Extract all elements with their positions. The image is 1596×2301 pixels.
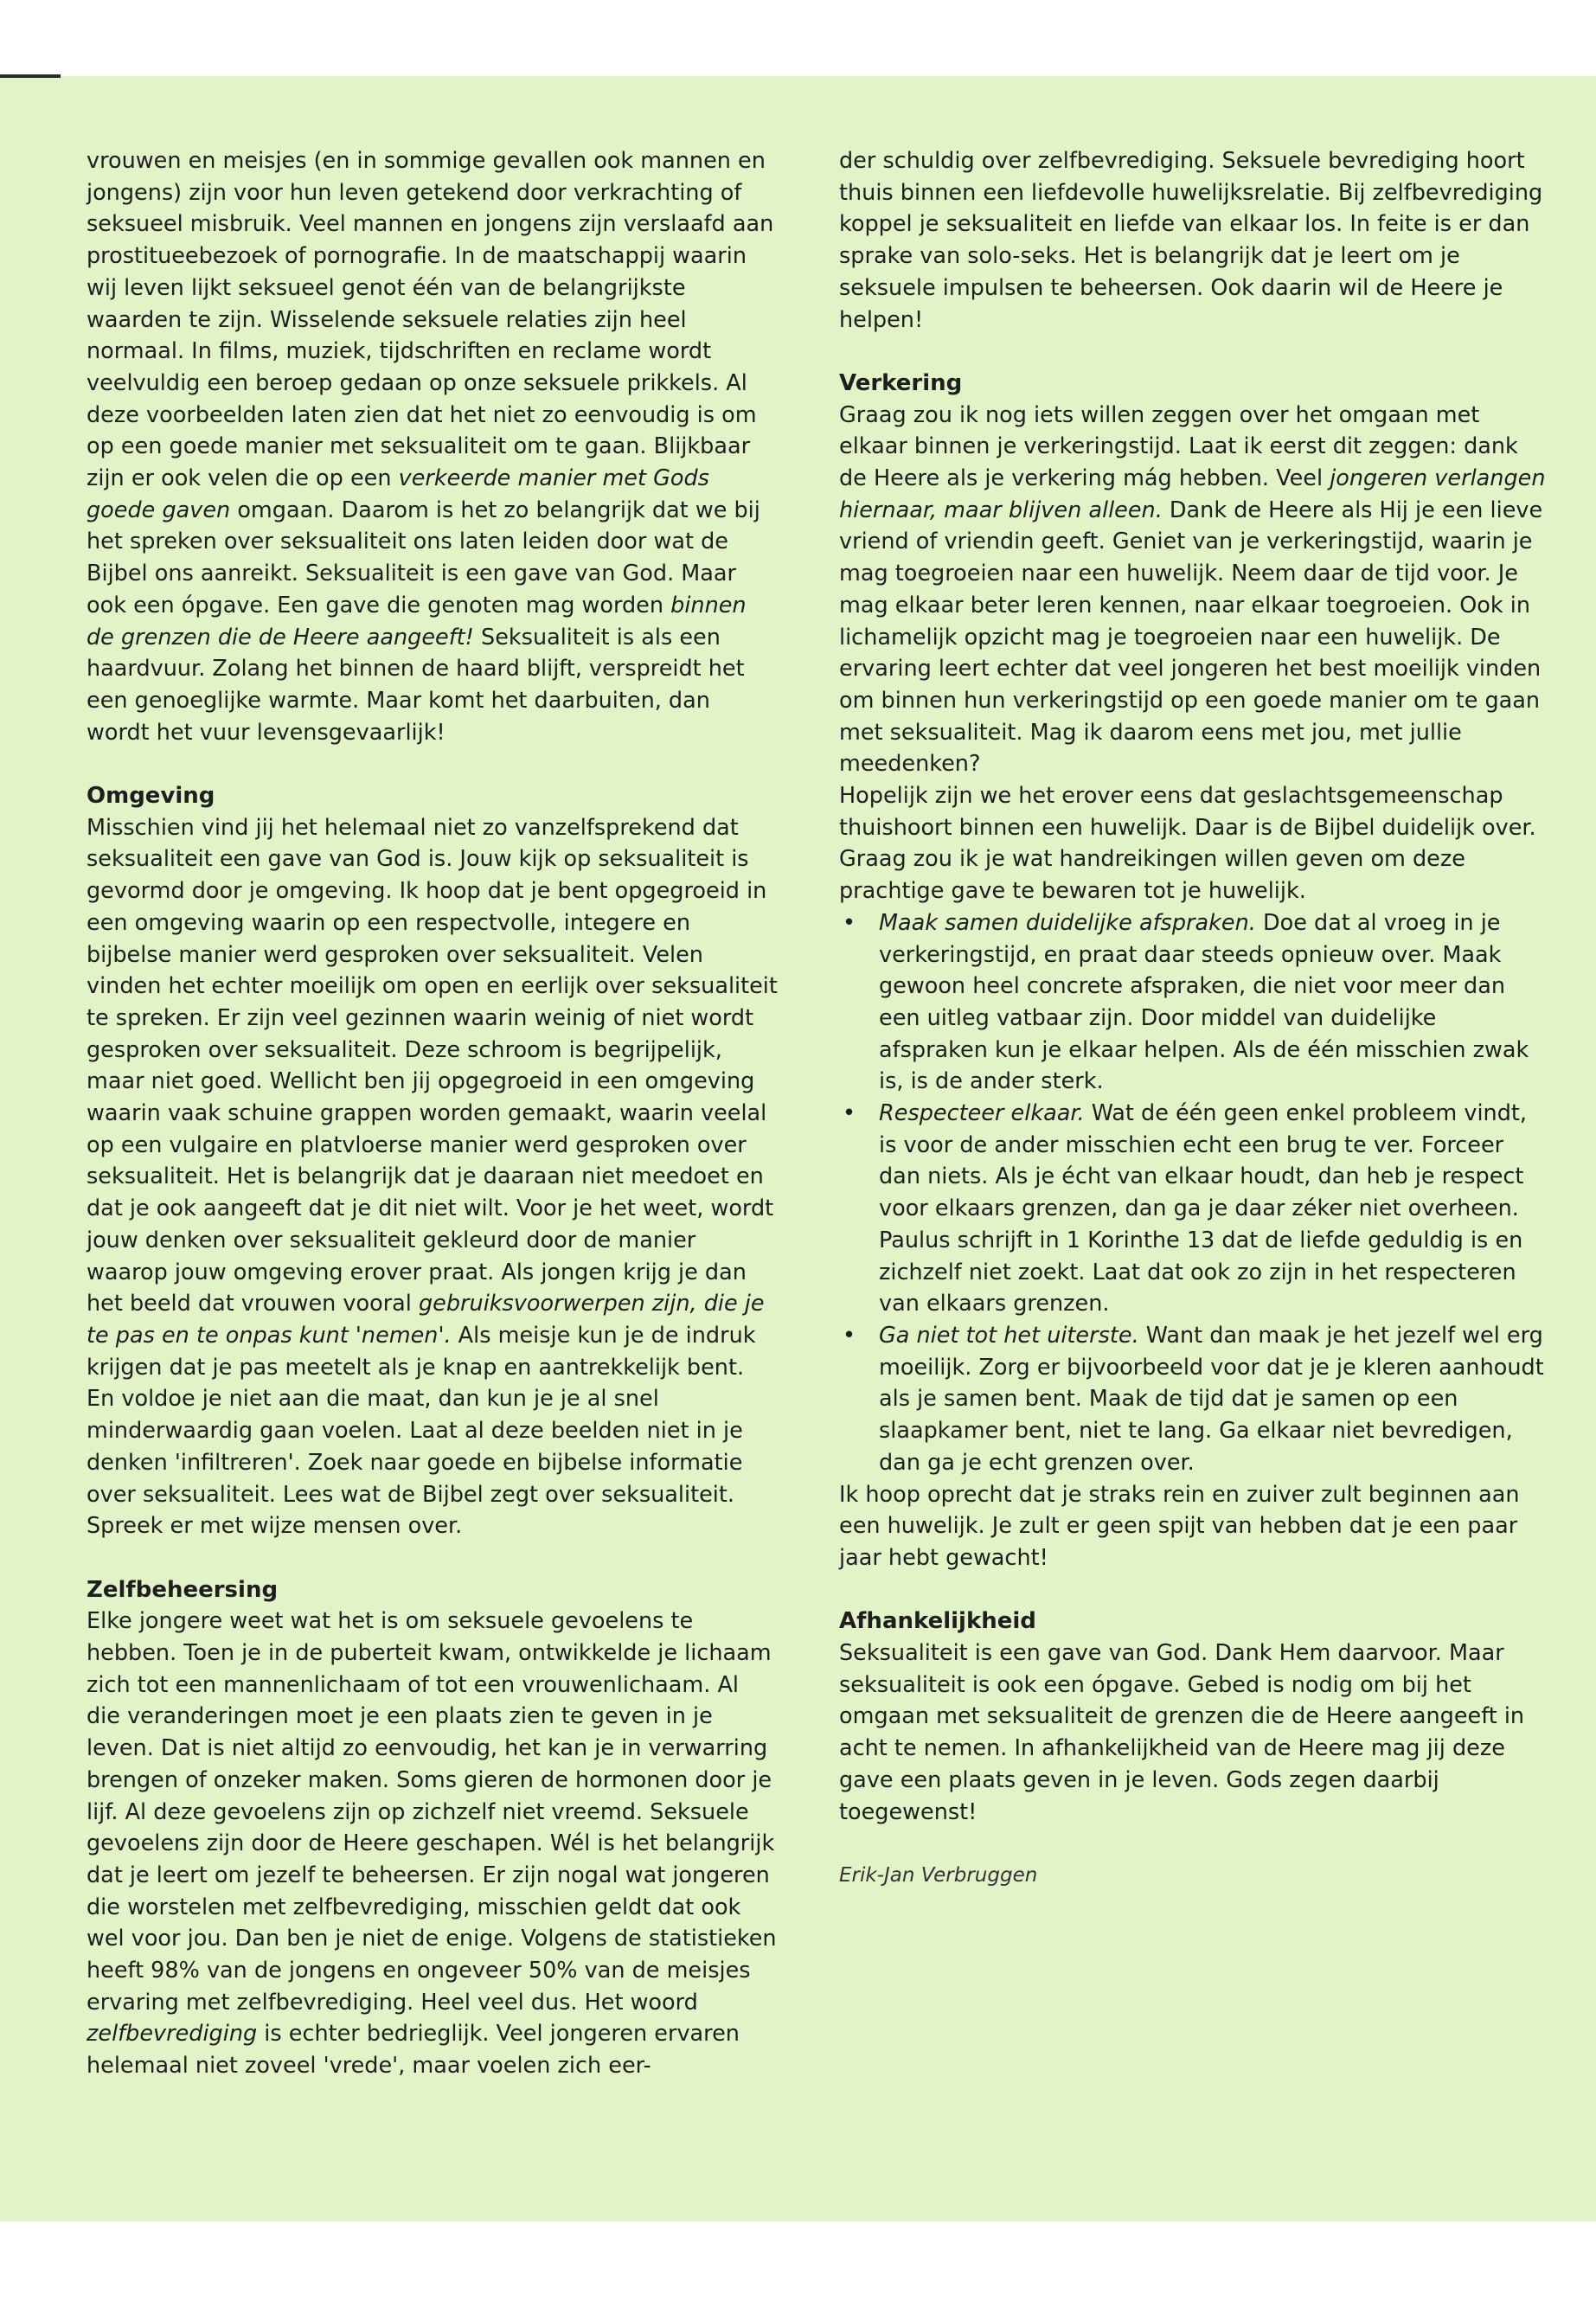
heading-afhankelijkheid: Afhankelijkheid xyxy=(839,1608,1036,1635)
verkering-closing: Ik hoop oprecht dat je straks rein en zuiver zult beginnen aan een huwelijk. Je zult er geen spijt van hebben dat je een paar jaar hebt gewacht! xyxy=(839,1481,1520,1571)
advice-list xyxy=(839,907,1548,1479)
verkering-paragraph: Graag zou ik nog iets willen zeggen over het omgaan met elkaar binnen je verkeringstijd. Laat ik eerst dit zeggen: dank de Heere als je verkering mág hebben. Veel jongeren verlangen hiernaar, maar blijven alleen. Dank de Heere als Hij je een lieve vriend of vriendin geeft. Geniet van je verkeringstijd, waarin je mag toegroeien naar een huwelijk. Neem daar de tijd voor. Je mag elkaar beter leren kennen, naar elkaar toegroeien. Ook in lichamelijk opzicht mag je toegroeien naar een huwelijk. De ervaring leert echter dat veel jongeren het best moeilijk vinden om binnen hun verkeringstijd op een goede manier om te gaan met seksualiteit. Mag ik daarom eens met jou, met jullie meedenken? xyxy=(839,401,1546,778)
heading-omgeving: Omgeving xyxy=(87,783,215,810)
right-column xyxy=(839,145,1548,1892)
continuation-paragraph: der schuldig over zelfbevrediging. Seksuele bevrediging hoort thuis binnen een liefdevolle huwelijksrelatie. Bij zelfbevrediging koppel je seksualiteit en liefde van elkaar los. In feite is er dan sprake van solo-seks. Het is belangrijk dat je leert om je seksuele impulsen te beheersen. Ook daarin wil de Heere je helpen! xyxy=(839,148,1543,333)
author-signature: Erik-Jan Verbruggen xyxy=(839,1863,1038,1887)
left-column xyxy=(87,145,779,2082)
intro-paragraph: vrouwen en meisjes (en in sommige gevallen ook mannen en jongens) zijn voor hun leven getekend door verkrachting of seksueel misbruik. Veel mannen en jongens zijn verslaafd aan prostitueebezoek of pornografie. In de maatschappij waarin wij leven lijkt seksueel genot één van de belangrijkste waarden te zijn. Wisselende seksuele relaties zijn heel normaal. In films, muziek, tijdschriften en reclame wordt veelvuldig een beroep gedaan op onze seksuele prikkels. Al deze voorbeelden laten zien dat het niet zo eenvoudig is om op een goede manier met seksualiteit om te gaan. Blijkbaar zijn er ook velen die op een verkeerde manier met Gods goede gaven omgaan. Daarom is het zo belangrijk dat we bij het spreken over seksualiteit ons laten leiden door wat de Bijbel ons aanreikt. Seksualiteit is een gave van God. Maar ook een ópgave. Een gave die genoten mag worden binnen de grenzen die de Heere aangeeft! Seksualiteit is als een haardvuur. Zolang het binnen de haard blijft, verspreidt het een genoeglijke warmte. Maar komt het daarbuiten, dan wordt het vuur levensgevaarlijk! xyxy=(87,148,774,746)
heading-verkering: Verkering xyxy=(839,369,963,396)
afhankelijkheid-paragraph: Seksualiteit is een gave van God. Dank Hem daarvoor. Maar seksualiteit is ook een ópgave. Gebed is nodig om bij het omgaan met seksualiteit de grenzen die de Heere aangeeft in acht te nemen. In afhankelijkheid van de Heere mag jij deze gave een plaats geven in je leven. Gods zegen daarbij toegewenst! xyxy=(839,1640,1525,1825)
list-item: • Maak samen duidelijke afspraken. Doe dat al vroeg in je verkeringstijd, en praat daar steeds opnieuw over. Maak gewoon heel concrete afspraken, die niet voor meer dan een uitleg vatbaar zijn. Door middel van duidelijke afspraken kun je elkaar helpen. Als de één misschien zwak is, is de ander sterk. xyxy=(839,907,1548,1098)
list-item: • Ga niet tot het uiterste. Want dan maak je het jezelf wel erg moeilijk. Zorg er bijvoorbeeld voor dat je je kleren aanhoudt als je samen bent. Maak de tijd dat je samen op een slaapkamer bent, niet te lang. Ga elkaar niet bevredigen, dan ga je echt grenzen over. xyxy=(839,1320,1548,1479)
scan-edge-line xyxy=(0,74,61,78)
verkering-paragraph-2: Hopelijk zijn we het erover eens dat geslachtsgemeenschap thuishoort binnen een huwelijk. Daar is de Bijbel duidelijk over. Graag zou ik je wat handreikingen willen geven om deze prachtige gave te bewaren tot je huwelijk. xyxy=(839,783,1536,905)
heading-zelfbeheersing: Zelfbeheersing xyxy=(87,1576,279,1603)
list-item: • Respecteer elkaar. Wat de één geen enkel probleem vindt, is voor de ander misschien echt een brug te ver. Forceer dan niets. Als je écht van elkaar houdt, dan heb je respect voor elkaars grenzen, dan ga je daar zéker niet overheen. Paulus schrijft in 1 Korinthe 13 dat de liefde geduldig is en zichzelf niet zoekt. Laat dat ook zo zijn in het respecteren van elkaars grenzen. xyxy=(839,1098,1548,1320)
omgeving-paragraph: Misschien vind jij het helemaal niet zo vanzelfsprekend dat seksualiteit een gave van God is. Jouw kijk op seksualiteit is gevormd door je omgeving. Ik hoop dat je bent opgegroeid in een omgeving waarin op een respectvolle, integere en bijbelse manier werd gesproken over seksualiteit. Velen vinden het echter moeilijk om open en eerlijk over seksualiteit te spreken. Er zijn veel gezinnen waarin weinig of niet wordt gesproken over seksualiteit. Deze schroom is begrijpelijk, maar niet goed. Wellicht ben jij opgegroeid in een omgeving waarin vaak schuine grappen worden gemaakt, waarin veelal op een vulgaire en platvloerse manier werd gesproken over seksualiteit. Het is belangrijk dat je daaraan niet meedoet en dat je ook aangeeft dat je dit niet wilt. Voor je het weet, wordt jouw denken over seksualiteit gekleurd door de manier waarop jouw omgeving erover praat. Als jongen krijg je dan het beeld dat vrouwen vooral gebruiksvoorwerpen zijn, die je te pas en te onpas kunt 'nemen'. Als meisje kun je de indruk krijgen dat je pas meetelt als je knap en aantrekkelijk bent. En voldoe je niet aan die maat, dan kun je je al snel minderwaardig gaan voelen. Laat al deze beelden niet in je denken 'infiltreren'. Zoek naar goede en bijbelse informatie over seksualiteit. Lees wat de Bijbel zegt over seksualiteit. Spreek er met wijze mensen over. xyxy=(87,814,778,1540)
zelfbeheersing-paragraph: Elke jongere weet wat het is om seksuele gevoelens te hebben. Toen je in de puberteit kwam, ontwikkelde je lichaam zich tot een mannenlichaam of tot een vrouwenlichaam. Al die veranderingen moet je een plaats zien te geven in je leven. Dat is niet altijd zo eenvoudig, het kan je in verwarring brengen of onzeker maken. Soms gieren de hormonen door je lijf. Al deze gevoelens zijn op zichzelf niet vreemd. Seksuele gevoelens zijn door de Heere geschapen. Wél is het belangrijk dat je leert om jezelf te beheersen. Er zijn nogal wat jongeren die worstelen met zelfbevrediging, misschien geldt dat ook wel voor jou. Dan ben je niet de enige. Volgens de statistieken heeft 98% van de jongens en ongeveer 50% van de meisjes ervaring met zelfbevrediging. Heel veel dus. Het woord zelfbevrediging is echter bedrieglijk. Veel jongeren ervaren helemaal niet zoveel 'vrede', maar voelen zich eer- xyxy=(87,1608,777,2080)
